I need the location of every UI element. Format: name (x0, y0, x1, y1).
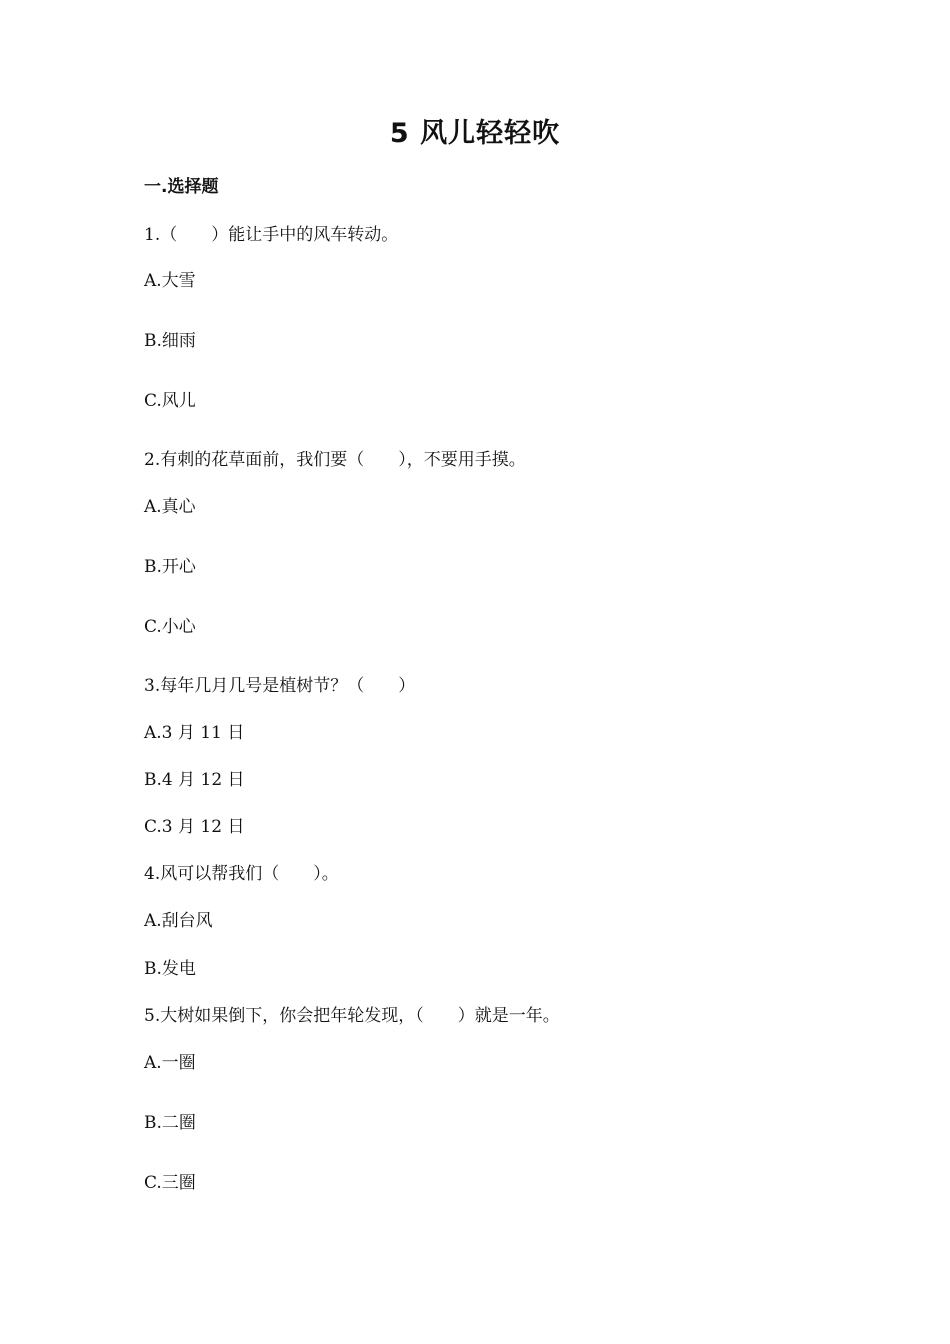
page-title: 5 风儿轻轻吹 (389, 118, 561, 149)
option-c[interactable]: C.小心 (144, 617, 196, 637)
option-a[interactable]: A.刮台风 (144, 911, 213, 931)
question-stem: 1.（ ）能让手中的风车转动。 (144, 225, 399, 245)
option-a[interactable]: A.一圈 (144, 1053, 196, 1073)
option-b[interactable]: B.二圈 (144, 1113, 196, 1133)
section-heading: 一.选择题 (144, 177, 219, 197)
option-b[interactable]: B.细雨 (144, 331, 196, 351)
question-stem: 3.每年几月几号是植树节？（ ） (144, 676, 416, 696)
option-a[interactable]: A.大雪 (144, 271, 196, 291)
option-a[interactable]: A.3 月 11 日 (144, 723, 245, 743)
option-b[interactable]: B.发电 (144, 959, 196, 979)
option-c[interactable]: C.3 月 12 日 (144, 817, 245, 837)
question-stem: 4.风可以帮我们（ ）。 (144, 864, 339, 884)
question-stem: 2.有刺的花草面前，我们要（ ），不要用手摸。 (144, 450, 526, 470)
option-b[interactable]: B.开心 (144, 557, 196, 577)
option-a[interactable]: A.真心 (144, 497, 196, 517)
question-stem: 5.大树如果倒下，你会把年轮发现，（ ）就是一年。 (144, 1006, 560, 1026)
option-c[interactable]: C.风儿 (144, 391, 196, 411)
option-c[interactable]: C.三圈 (144, 1173, 196, 1193)
option-b[interactable]: B.4 月 12 日 (144, 770, 245, 790)
